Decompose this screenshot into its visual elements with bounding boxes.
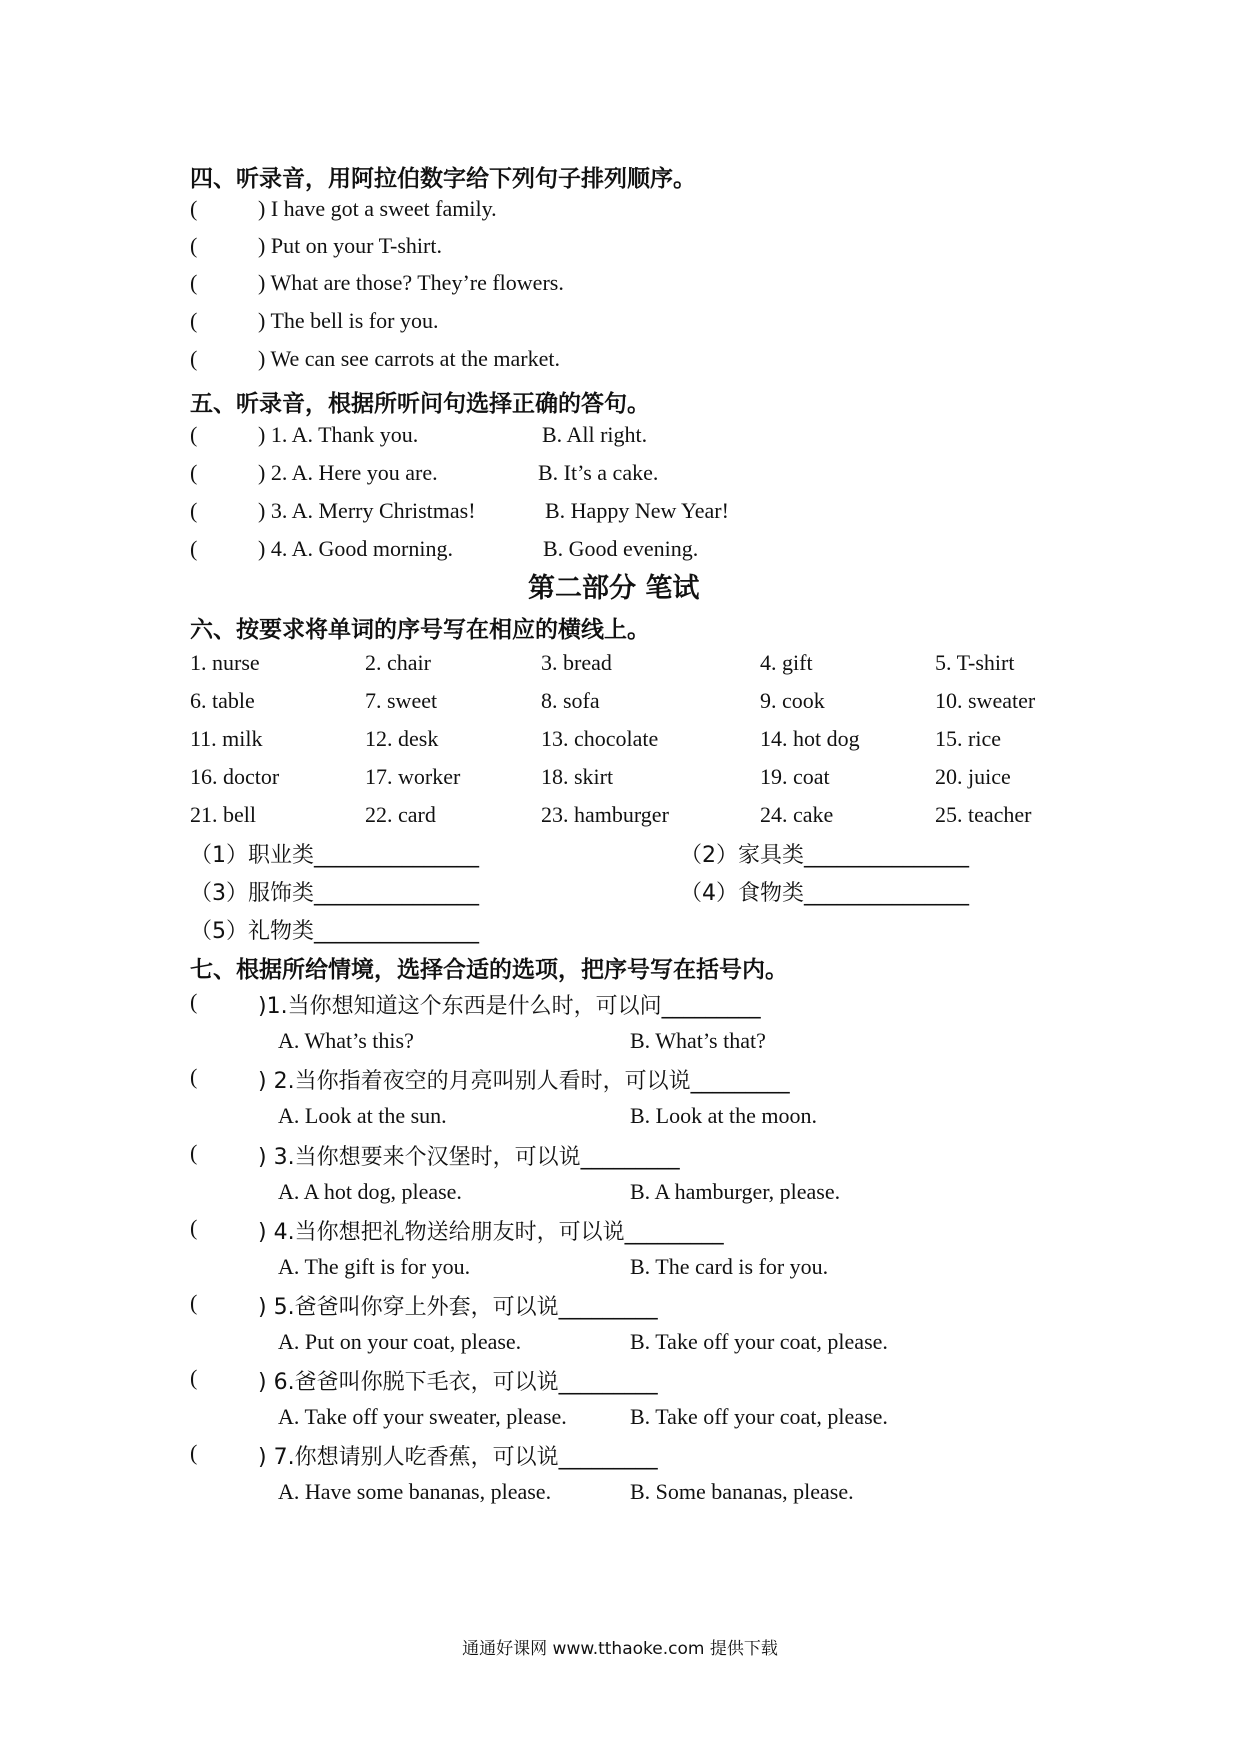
- part-2-title: 第二部分 笔试: [528, 573, 700, 604]
- answer-paren[interactable]: (: [190, 1215, 198, 1240]
- word-item: 22. card: [365, 802, 436, 827]
- word-item: 14. hot dog: [760, 726, 860, 751]
- sentence-text: We can see carrots at the market.: [270, 346, 561, 371]
- word-item: 7. sweet: [365, 688, 438, 713]
- word-item: 3. bread: [541, 650, 612, 675]
- section-5-heading: 五、听录音，根据所听问句选择正确的答句。: [190, 391, 650, 417]
- section-7-heading: 七、根据所给情境，选择合适的选项，把序号写在括号内。: [190, 957, 788, 983]
- sentence-text: The bell is for you.: [270, 308, 439, 333]
- section-6-heading: 六、按要求将单词的序号写在相应的横线上。: [190, 617, 650, 643]
- word-item: 6. table: [190, 688, 255, 713]
- answer-paren[interactable]: (: [190, 498, 198, 523]
- option-b: B. What’s that?: [630, 1028, 766, 1053]
- answer-paren[interactable]: (: [190, 1064, 198, 1089]
- option-a: A. Look at the sun.: [278, 1103, 447, 1128]
- word-item: 4. gift: [760, 650, 813, 675]
- option-a: ) 1. A. Thank you.: [258, 422, 419, 447]
- option-b: B. The card is for you.: [630, 1254, 829, 1279]
- answer-paren[interactable]: (: [190, 233, 198, 258]
- answer-paren[interactable]: (: [190, 270, 198, 295]
- question-text: ) 7.你想请别人吃香蕉，可以说_________: [258, 1445, 658, 1470]
- option-a: ) 2. A. Here you are.: [258, 460, 438, 485]
- word-item: 21. bell: [190, 802, 256, 827]
- word-item: 20. juice: [935, 764, 1011, 789]
- question-text: ) 5.爸爸叫你穿上外套，可以说_________: [258, 1295, 658, 1320]
- answer-paren[interactable]: (: [190, 196, 198, 221]
- category-blank-5[interactable]: （5）礼物类_______________: [190, 919, 479, 944]
- option-a: A. The gift is for you.: [278, 1254, 471, 1279]
- word-item: 9. cook: [760, 688, 825, 713]
- section-4-heading: 四、听录音，用阿拉伯数字给下列句子排列顺序。: [190, 166, 696, 192]
- word-item: 13. chocolate: [541, 726, 659, 751]
- option-a: A. A hot dog, please.: [278, 1179, 462, 1204]
- option-a: A. Have some bananas, please.: [278, 1479, 552, 1504]
- option-b: B. It’s a cake.: [538, 460, 659, 485]
- word-item: 19. coat: [760, 764, 830, 789]
- question-text: )1.当你想知道这个东西是什么时，可以问_________: [258, 994, 761, 1019]
- option-b: B. A hamburger, please.: [630, 1179, 841, 1204]
- category-blank-2[interactable]: （2）家具类_______________: [680, 843, 969, 868]
- option-b: B. All right.: [542, 422, 648, 447]
- word-item: 18. skirt: [541, 764, 614, 789]
- answer-paren[interactable]: (: [190, 1290, 198, 1315]
- page-footer: 通通好课网 www.tthaoke.com 提供下载: [462, 1639, 778, 1659]
- sentence-text: I have got a sweet family.: [270, 196, 497, 221]
- answer-paren[interactable]: (: [190, 1365, 198, 1390]
- worksheet-page: 四、听录音，用阿拉伯数字给下列句子排列顺序。 ( ) I have got a sweet family. ( ) Put on your T-shirt. ( ) What are those? They’re flowers. ( ) The bell is for you. ( ) We can see carrots at the market. 五、听录音，根据所听问句选择正确的答句。 ( ) 1. A. Thank you. B. All right. ( ) 2. A. Here you are. B. It’s a cake. ( ) 3. A. Merry Christmas! B. Happy New Year! ( ) 4. A. Good morning. B. Good evening. 第二部分 笔试 六、按要求将单词的序号写在相应的横线上。 1. nurse 2. chair 3. bread 4. gift 5. T-shirt 6. table 7. sweet 8. sofa 9. cook 10. sweater 11. milk 12. desk 13. chocolate 14. hot dog 15. rice 16. doctor 17. worker 18. skirt 19. coat 20. juice 21. bell 22. card 23. hamburger 24. cake 25. teacher （1）职业类_______________ （2）家具类_______________ （3）服饰类_______________ （4）食物类_______________ （5）礼物类_______________ 七、根据所给情境，选择合适的选项，把序号写在括号内。 ( )1.当你想知道这个东西是什么时，可以问_________ A. What’s this? B. What’s that? ( ) 2.当你指着夜空的月亮叫别人看时，可以说_________ A. Look at the sun. B. Look at the moon. ( ) 3.当你想要来个汉堡时，可以说_________ A. A hot dog, please. B. A hamburger, please. ( ) 4.当你想把礼物送给朋友时，可以说_________ A. The gift is for you. B. The card is for you. ( ) 5.爸爸叫你穿上外套，可以说_________ A. Put on your coat, please. B. Take off your coat, please. ( ) 6.爸爸叫你脱下毛衣，可以说_________ A. Take off your sweater, please. B. Take off your coat, please. ( ) 7.你想请别人吃香蕉，可以说_________ A. Have some bananas, please. B. Some bananas, please. 通通好课网 www.tthaoke.com 提供下载: [0, 0, 1240, 1754]
- word-item: 15. rice: [935, 726, 1001, 751]
- word-item: 25. teacher: [935, 802, 1032, 827]
- question-text: ) 6.爸爸叫你脱下毛衣，可以说_________: [258, 1370, 658, 1395]
- answer-paren[interactable]: (: [190, 989, 198, 1014]
- answer-paren[interactable]: (: [190, 536, 198, 561]
- option-b: B. Take off your coat, please.: [630, 1404, 888, 1429]
- category-blank-4[interactable]: （4）食物类_______________: [680, 881, 969, 906]
- word-item: 8. sofa: [541, 688, 600, 713]
- sentence-text: Put on your T-shirt.: [270, 233, 442, 258]
- option-b: B. Happy New Year!: [545, 498, 729, 523]
- answer-paren[interactable]: (: [190, 346, 198, 371]
- word-item: 16. doctor: [190, 764, 280, 789]
- option-a: A. What’s this?: [278, 1028, 414, 1053]
- answer-paren[interactable]: (: [190, 460, 198, 485]
- question-text: ) 4.当你想把礼物送给朋友时，可以说_________: [258, 1220, 724, 1245]
- category-blank-3[interactable]: （3）服饰类_______________: [190, 881, 479, 906]
- option-a: ) 3. A. Merry Christmas!: [258, 498, 476, 523]
- option-a: A. Put on your coat, please.: [278, 1329, 522, 1354]
- option-b: B. Take off your coat, please.: [630, 1329, 888, 1354]
- option-b: B. Look at the moon.: [630, 1103, 817, 1128]
- word-item: 23. hamburger: [541, 802, 669, 827]
- word-item: 10. sweater: [935, 688, 1036, 713]
- question-text: ) 2.当你指着夜空的月亮叫别人看时，可以说_________: [258, 1069, 790, 1094]
- option-b: B. Some bananas, please.: [630, 1479, 854, 1504]
- option-a: ) 4. A. Good morning.: [258, 536, 453, 561]
- word-item: 1. nurse: [190, 650, 260, 675]
- word-item: 2. chair: [365, 650, 431, 675]
- word-item: 11. milk: [190, 726, 263, 751]
- word-item: 5. T-shirt: [935, 650, 1015, 675]
- word-item: 24. cake: [760, 802, 834, 827]
- answer-paren[interactable]: (: [190, 422, 198, 447]
- answer-paren[interactable]: (: [190, 1140, 198, 1165]
- answer-paren[interactable]: (: [190, 308, 198, 333]
- word-item: 12. desk: [365, 726, 439, 751]
- sentence-text: What are those? They’re flowers.: [270, 270, 564, 295]
- question-text: ) 3.当你想要来个汉堡时，可以说_________: [258, 1145, 680, 1170]
- category-blank-1[interactable]: （1）职业类_______________: [190, 843, 479, 868]
- word-item: 17. worker: [365, 764, 461, 789]
- option-b: B. Good evening.: [543, 536, 699, 561]
- option-a: A. Take off your sweater, please.: [278, 1404, 567, 1429]
- answer-paren[interactable]: (: [190, 1440, 198, 1465]
